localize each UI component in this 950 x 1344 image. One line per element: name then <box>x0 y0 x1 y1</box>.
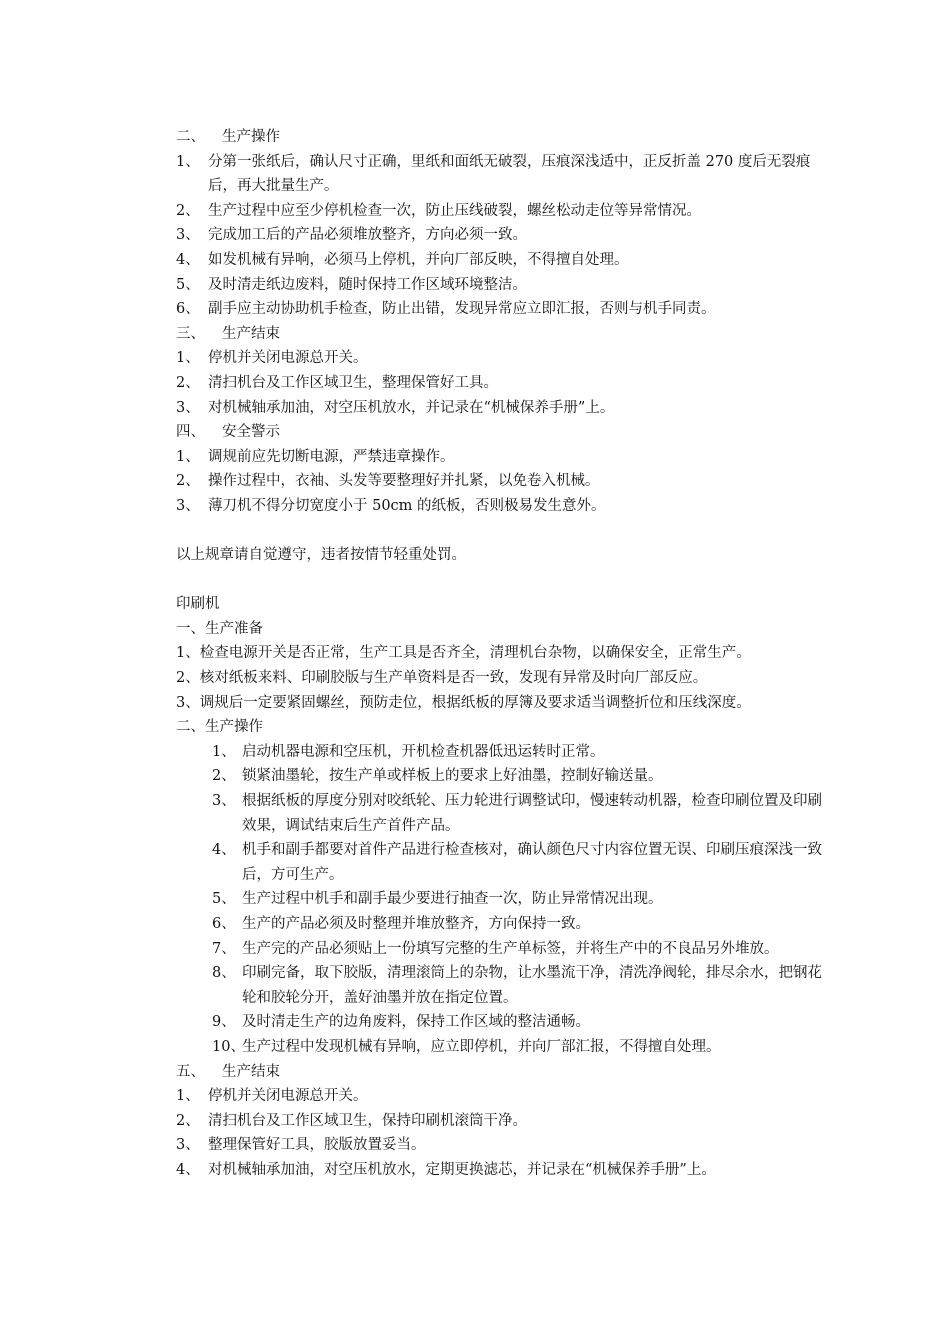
item-text: 操作过程中，衣袖、头发等要整理好并扎紧，以免卷入机械。 <box>208 473 600 490</box>
document-body <box>176 125 826 1183</box>
list-item <box>176 297 826 322</box>
item-number: 1、 <box>176 448 200 465</box>
section-title: 生产操作 <box>222 129 280 145</box>
list-item <box>176 1158 826 1183</box>
item-number: 3、 <box>176 1137 200 1154</box>
item-number: 9、 <box>212 1014 236 1031</box>
printer-ops-heading: 二、生产操作 <box>176 719 263 736</box>
list-item <box>176 1010 826 1035</box>
item-text: 副手应主动协助机手检查，防止出错，发现异常应立即汇报，否则与机手同责。 <box>208 301 716 318</box>
item-text: 生产完的产品必须贴上一份填写完整的生产单标签，并将生产中的不良品另外堆放。 <box>242 940 779 957</box>
printer-prep-heading: 一、生产准备 <box>176 620 263 637</box>
item-number: 8、 <box>212 965 236 982</box>
item-number: 6、 <box>212 916 236 932</box>
printer-ops-list <box>176 740 826 1060</box>
list-item <box>176 838 826 887</box>
list-item <box>176 740 826 765</box>
list-item <box>176 912 826 937</box>
prep-item: 2、核对纸板来料、印刷胶版与生产单资料是否一致，发现有异常及时向厂部反应。 <box>176 670 708 687</box>
section-number: 二、 <box>176 129 205 145</box>
item-number: 1、 <box>176 153 200 170</box>
item-number: 2、 <box>176 202 200 219</box>
item-text: 锁紧油墨轮，按生产单或样板上的要求上好油墨，控制好输送量。 <box>242 768 663 785</box>
section-heading-safety <box>176 420 826 445</box>
section-heading-production-ops <box>176 125 826 150</box>
item-number: 6、 <box>176 301 200 318</box>
list-item <box>176 199 826 224</box>
item-text: 如发机械有异响，必须马上停机，并向厂部反映，不得擅自处理。 <box>208 251 629 268</box>
item-number: 1、 <box>176 1088 200 1105</box>
list-item <box>176 371 826 396</box>
item-number: 7、 <box>212 940 236 957</box>
item-text: 及时清走纸边废料，随时保持工作区域环境整洁。 <box>208 276 527 293</box>
item-number: 4、 <box>176 1161 200 1178</box>
section-title: 生产结束 <box>222 325 280 342</box>
list-item <box>176 1035 826 1060</box>
item-number: 2、 <box>212 768 236 785</box>
item-text: 对机械轴承加油，对空压机放水，并记录在“机械保养手册”上。 <box>208 399 615 416</box>
section-heading-production-end <box>176 322 826 347</box>
item-number: 3、 <box>176 399 200 416</box>
list-item <box>176 937 826 962</box>
item-number: 2、 <box>176 374 200 391</box>
item-number: 2、 <box>176 473 200 490</box>
item-number: 1、 <box>176 350 200 367</box>
printer-title: 印刷机 <box>176 596 220 613</box>
list-item <box>176 789 826 838</box>
item-text: 启动机器电源和空压机，开机检查机器低迅运转时正常。 <box>242 743 605 760</box>
item-text: 生产过程中发现机械有异响，应立即停机，并向厂部汇报，不得擅自处理。 <box>242 1038 721 1055</box>
item-number: 10、 <box>212 1038 245 1055</box>
closing-note: 以上规章请自觉遵守，违者按情节轻重处罚。 <box>176 547 466 564</box>
item-text: 停机并关闭电源总开关。 <box>208 350 368 367</box>
list-item <box>176 764 826 789</box>
list-item <box>176 150 826 199</box>
list-item <box>176 396 826 421</box>
item-number: 5、 <box>212 891 236 908</box>
spacer <box>176 519 826 544</box>
list-item <box>176 445 826 470</box>
section-heading-printer-end <box>176 1060 826 1085</box>
item-number: 4、 <box>176 251 200 268</box>
item-text: 及时清走生产的边角废料，保持工作区域的整洁通畅。 <box>242 1014 590 1031</box>
item-number: 1、 <box>212 743 236 760</box>
item-number: 2、 <box>176 1112 200 1129</box>
list-item <box>176 494 826 519</box>
item-text: 生产的产品必须及时整理并堆放整齐，方向保持一致。 <box>242 916 590 932</box>
list-item <box>176 346 826 371</box>
item-text: 清扫机台及工作区域卫生，整理保管好工具。 <box>208 374 498 391</box>
item-text: 生产过程中应至少停机检查一次，防止压线破裂，螺丝松动走位等异常情况。 <box>208 202 701 219</box>
item-text: 完成加工后的产品必须堆放整齐，方向必须一致。 <box>208 227 527 244</box>
section-number: 三、 <box>176 325 205 342</box>
item-number: 5、 <box>176 276 200 293</box>
item-text: 机手和副手都要对首件产品进行检查核对，确认颜色尺寸内容位置无误、印刷压痕深浅一致后，方可生产。 <box>242 842 822 883</box>
list-item <box>176 273 826 298</box>
item-number: 3、 <box>212 793 236 810</box>
spacer <box>176 568 826 593</box>
item-text: 生产过程中机手和副手最少要进行抽查一次，防止异常情况出现。 <box>242 891 663 908</box>
section-title: 安全警示 <box>222 424 280 441</box>
prep-item: 1、检查电源开关是否正常，生产工具是否齐全，清理机台杂物，以确保安全，正常生产。 <box>176 645 751 662</box>
section-title: 生产结束 <box>222 1063 280 1080</box>
item-number: 3、 <box>176 227 200 244</box>
section-number: 五、 <box>176 1063 205 1080</box>
list-item <box>176 1133 826 1158</box>
list-item <box>176 469 826 494</box>
list-item <box>176 1109 826 1134</box>
item-text: 印刷完备，取下胶版，清理滚筒上的杂物，让水墨流干净，清洗净阀轮，排尽余水，把钢花轮和胶轮分开，盖好油墨并放在指定位置。 <box>242 965 822 1006</box>
item-text: 清扫机台及工作区域卫生，保持印刷机滚筒干净。 <box>208 1112 527 1129</box>
list-item <box>176 887 826 912</box>
list-item <box>176 223 826 248</box>
list-item <box>176 1084 826 1109</box>
list-item <box>176 248 826 273</box>
item-text: 调规前应先切断电源，严禁违章操作。 <box>208 448 455 465</box>
item-text: 分第一张纸后，确认尺寸正确，里纸和面纸无破裂，压痕深浅适中，正反折盖 270 度后无裂痕后，再大批量生产。 <box>208 153 811 195</box>
item-text: 根据纸板的厚度分别对咬纸轮、压力轮进行调整试印，慢速转动机器，检查印刷位置及印刷效果，调试结束后生产首件产品。 <box>242 793 822 834</box>
prep-item: 3、调规后一定要紧固螺丝，预防走位，根据纸板的厚簿及要求适当调整折位和压线深度。 <box>176 694 751 711</box>
section-number: 四、 <box>176 424 205 441</box>
item-text: 薄刀机不得分切宽度小于 50cm 的纸板，否则极易发生意外。 <box>208 497 606 514</box>
item-text: 停机并关闭电源总开关。 <box>208 1088 368 1105</box>
list-item <box>176 961 826 1010</box>
item-number: 3、 <box>176 497 200 514</box>
item-text: 整理保管好工具，胶版放置妥当。 <box>208 1137 426 1154</box>
item-text: 对机械轴承加油，对空压机放水，定期更换滤芯，并记录在“机械保养手册”上。 <box>208 1161 716 1178</box>
item-number: 4、 <box>212 842 236 859</box>
